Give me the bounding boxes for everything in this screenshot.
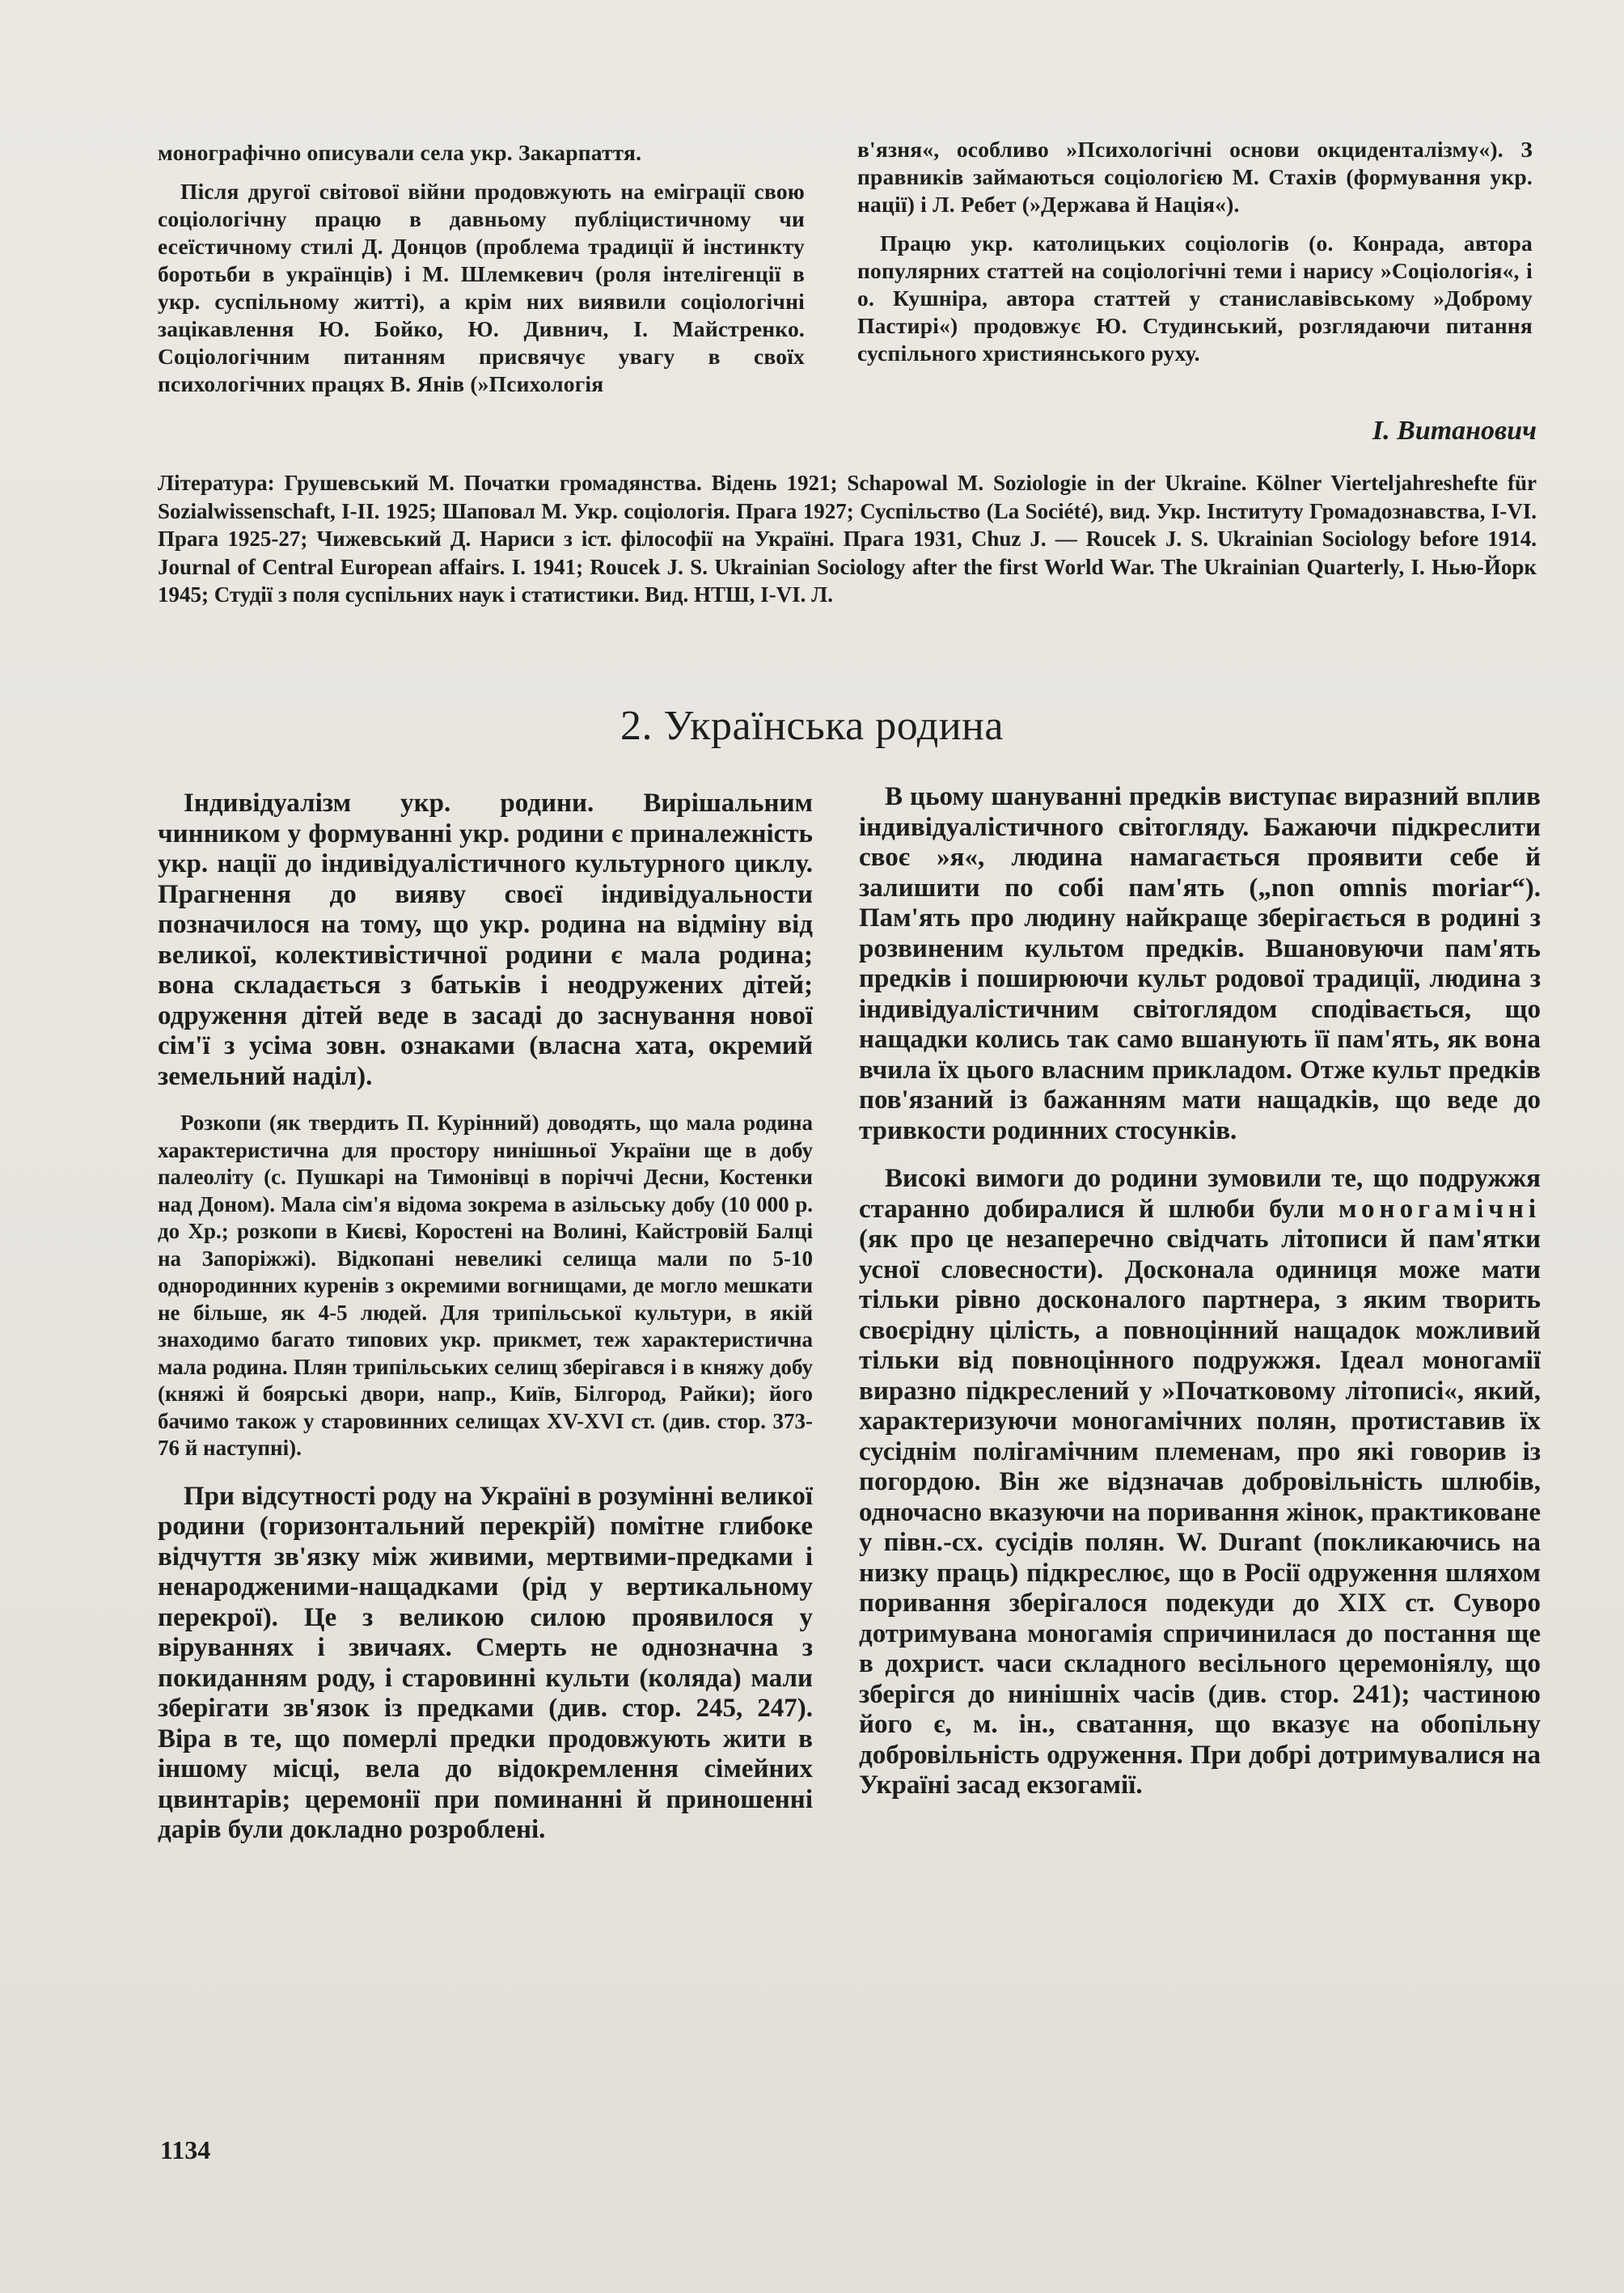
page-number: 1134 <box>160 2135 211 2164</box>
left-paragraph-3: При відсутності роду на Україні в розумінні великої родини (горизонтальний перекрій) помітне глибоке відчуття зв'язку між живими, мертвими-предками і ненародженими-нащадками (рід у вертикальному перекрої). Це з великою силою проявилося у віруваннях і звичаях. Смерть не однозначна з покиданням роду, і старовинні культи (коляда) мали зберігати зв'язок із предками (див. стор. 245, 247). Віра в те, що померлі предки продовжують жити в іншому місці, вела до відокремлення сімейних цвинтарів; церемонії при поминанні й приношенні дарів були докладно розроблені. <box>158 1481 813 1844</box>
top-right-paragraph-1: в'язня«, особливо »Психологічні основи окциденталізму«). З правників займаються соціологією М. Стахів (формування укр. нації) і Л. Ребет (»Держава й Нація«). <box>857 137 1533 217</box>
left-paragraph-1-text: Вирішальним чинником у формуванні укр. родини є приналежність укр. нації до індивідуалістичного культурного циклу. Прагнення до вияву своєї індивідуальности позначилося на тому, що укр. родина на відміну від великої, колективістичної родини є мала родина; вона складається з батьків і неодружених дітей; одруження дітей веде в засаді до заснування нової сім'ї з усіма зовн. ознаками (власна хата, окремий земельний наділ). <box>158 789 814 1091</box>
right-paragraph-2 <box>859 1164 1541 1801</box>
top-left-paragraph-1: монографічно описували села укр. Закарпаття. <box>158 140 642 165</box>
top-right-column <box>857 136 1533 379</box>
top-left-paragraph-2: Після другої світової війни продовжують на еміграції свою соціологічну працю в давньому публіцистичному чи есеїстичному стилі Д. Донцов (проблема традиції й інстинкту боротьби в українців) і М. Шлемкевич (роля інтелігенції в укр. суспільному житті), а крім них виявили соціологічні зацікавлення Ю. Бойко, Ю. Дивнич, І. Майстренко. Соціологічним питанням присвячує увагу в своїх психологічних працях В. Янів (»Психологія <box>158 179 805 396</box>
right-paragraph-2-start: Високі вимоги до родини зумовили те, що подружжя старанно добиралися й шлюби були <box>859 1164 1541 1224</box>
literature-references: Література: Грушевський М. Початки громадянства. Відень 1921; Schapowal M. Soziologie in der Ukraine. Kölner Vierteljahreshefte für Sozialwissenschaft, I-II. 1925; Шаповал М. Укр. соціологія. Прага 1927; Суспільство (La Société), вид. Укр. Інституту Громадознавства, I-VI. Прага 1925-27; Чижевський Д. Нариси з іст. філософії на Україні. Прага 1931, Chuz J. — Roucek J. S. Ukrainian Sociology before 1914. Journal of Central European affairs. I. 1941; Roucek J. S. Ukrainian Sociology after the first World War. The Ukrainian Quarterly, I. Нью-Йорк 1945; Студії з поля суспільних наук і статистики. Вид. НТШ, I-VI. Л. <box>158 471 1537 607</box>
right-paragraph-2-end: (як про це незаперечно свідчать літописи й пам'ятки усної словесности). Досконала одиниця може мати тільки рівно досконалого партнера, з яким творить своєрідну цілість, а повноцінний нащадок можливий тільки від повноцінного подружжя. Ідеал моногамії виразно підкреслений у »Початковому літописі«, який, характеризуючи моногамічних полян, протиставив їх сусіднім полігамічним племенам, про які говорив із погордою. Він же відзначав добровільність шлюбів, одночасно вказуючи на поривання жінок, практиковане у півн.-сх. сусідів полян. W. Durant (покликаючись на низку праць) підкреслює, що в Росії одруження шляхом поривання зберігалося подекуди до XIX ст. Суворо дотримувана моногамія спричинилася до постання ще в дохрист. часи складного весільного церемоніялу, що зберігся до нинішніх часів (див. стор. 241); частиною його є, м. ін., сватання, що вказує на обопільну добровільність одруження. При добрі дотримувалися на Україні засад екзогамії. <box>859 1225 1541 1800</box>
right-paragraph-1: В цьому шануванні предків виступає виразний вплив індивідуалістичного світогляду. Бажаючи підкреслити своє »я«, людина намагається проявити себе й залишити по собі пам'ять („non omnis moriar“). Пам'ять про людину найкраще зберігається в родині з розвиненим культом предків. Вшановуючи пам'ять предків і поширюючи культ родової традиції, людина з індивідуалістичним світоглядом сподівається, що нащадки колись так само вшанують її пам'ять, як вона вчила їх цього власним прикладом. Отже культ предків пов'язаний із бажанням мати нащадків, що веде до тривкости родинних стосунків. <box>859 782 1541 1145</box>
section-heading: 2. Українська родина <box>620 703 1004 749</box>
top-left-column <box>158 139 805 409</box>
lead-phrase: Індивідуалізм укр. родини. <box>184 789 594 818</box>
body-left-column <box>158 789 813 1864</box>
left-paragraph-2: Розкопи (як твердить П. Курінний) доводять, що мала родина характеристична для простору нинішньої України ще в добу палеоліту (с. Пушкарі на Тимонівці в поріччі Десни, Костенки над Доном). Мала сім'я відома зокрема в азільську добу (10 000 р. до Хр.; розкопи в Києві, Коростені на Волині, Кайстровій Балці на Запоріжжі). Відкопані невеликі селища мали по 5-10 однородинних куренів з окремими вогнищами, де могло мешкати не більше, як 4-5 людей. Для трипільської культури, в якій знаходимо багато типових укр. прикмет, теж характеристична мала родина. Плян трипільських селищ зберігався і в княжу добу (княжі й боярські двори, напр., Київ, Білгород, Райки); його бачимо також у старовинних селищах XV-XVI ст. (див. стор. 373-76 й наступні). <box>158 1111 813 1460</box>
left-paragraph-1 <box>158 789 813 1092</box>
top-right-paragraph-2: Працю укр. католицьких соціологів (о. Конрада, автора популярних статтей на соціологічні теми і нарису »Соціологія«, і о. Кушніра, автора статтей у станиславівському »Доброму Пастирі«) продовжує Ю. Студинський, розглядаючи питання суспільного християнського руху. <box>857 231 1533 366</box>
body-right-column <box>859 782 1541 1819</box>
author-signature: І. Витанович <box>1372 416 1537 446</box>
spaced-emphasis: моногамічні <box>1339 1194 1541 1224</box>
